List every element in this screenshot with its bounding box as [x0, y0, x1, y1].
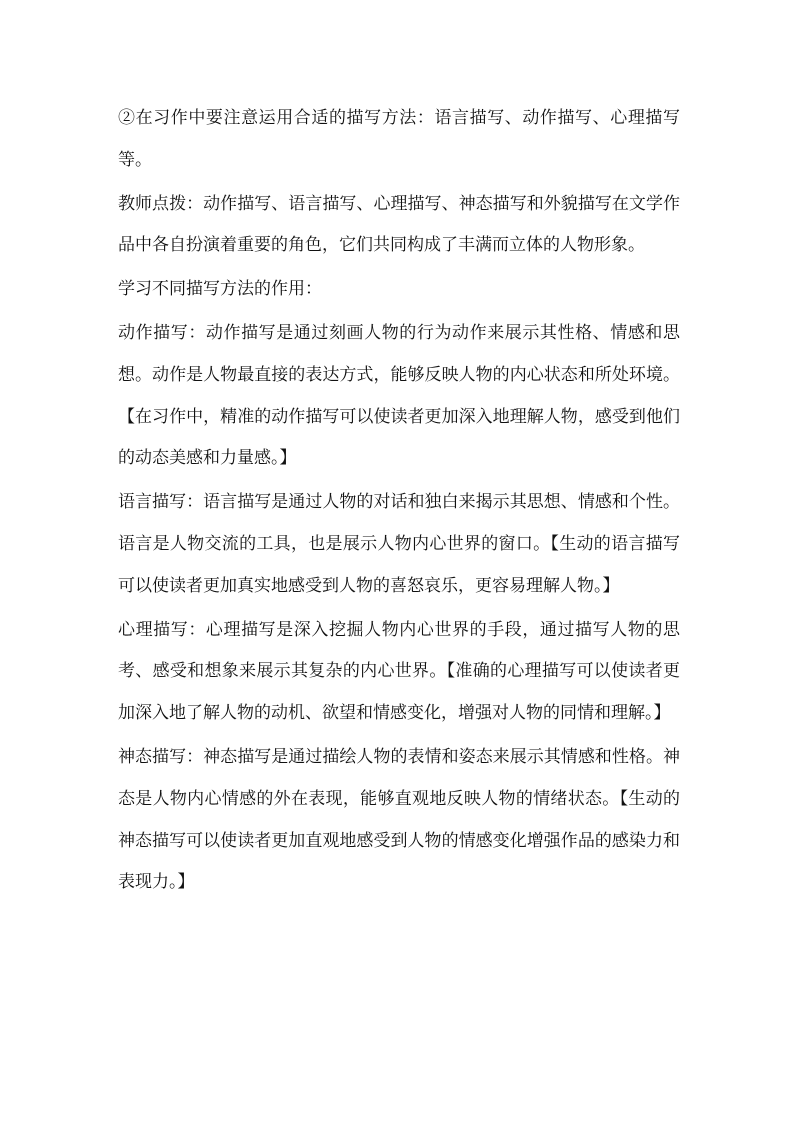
paragraph-psychological-description: 心理描写：心理描写是深入挖掘人物内心世界的手段，通过描写人物的思考、感受和想象来展示其复杂的内心世界。【准确的心理描写可以使读者更加深入地了解人物的动机、欲望和情感变化，增强对人物的同情和理解。】: [118, 619, 680, 724]
paragraph-teacher-note: 教师点拨：动作描写、语言描写、心理描写、神态描写和外貌描写在文学作品中各自扮演着重要的角色，它们共同构成了丰满而立体的人物形象。: [118, 193, 680, 256]
paragraph-expression-description: 神态描写：神态描写是通过描绘人物的表情和姿态来展示其情感和性格。神态是人物内心情感的外在表现，能够直观地反映人物的情绪状态。【生动的神态描写可以使读者更加直观地感受到人物的情感变化增强作品的感染力和表现力。】: [118, 746, 680, 893]
paragraph-action-description: 动作描写：动作描写是通过刻画人物的行为动作来展示其性格、情感和思想。动作是人物最直接的表达方式，能够反映人物的内心状态和所处环境。【在习作中，精准的动作描写可以使读者更加深入地理解人物，感受到他们的动态美感和力量感。】: [118, 322, 680, 469]
paragraph-tip: ②在习作中要注意运用合适的描写方法：语言描写、动作描写、心理描写等。: [118, 108, 680, 170]
document-body: [118, 98, 680, 906]
paragraph-language-description: 语言描写：语言描写是通过人物的对话和独白来揭示其思想、情感和个性。语言是人物交流的工具，也是展示人物内心世界的窗口。【生动的语言描写可以使读者更加真实地感受到人物的喜怒哀乐，更容易理解人物。】: [118, 492, 680, 596]
paragraph-section-heading: 学习不同描写方法的作用：: [118, 279, 322, 300]
